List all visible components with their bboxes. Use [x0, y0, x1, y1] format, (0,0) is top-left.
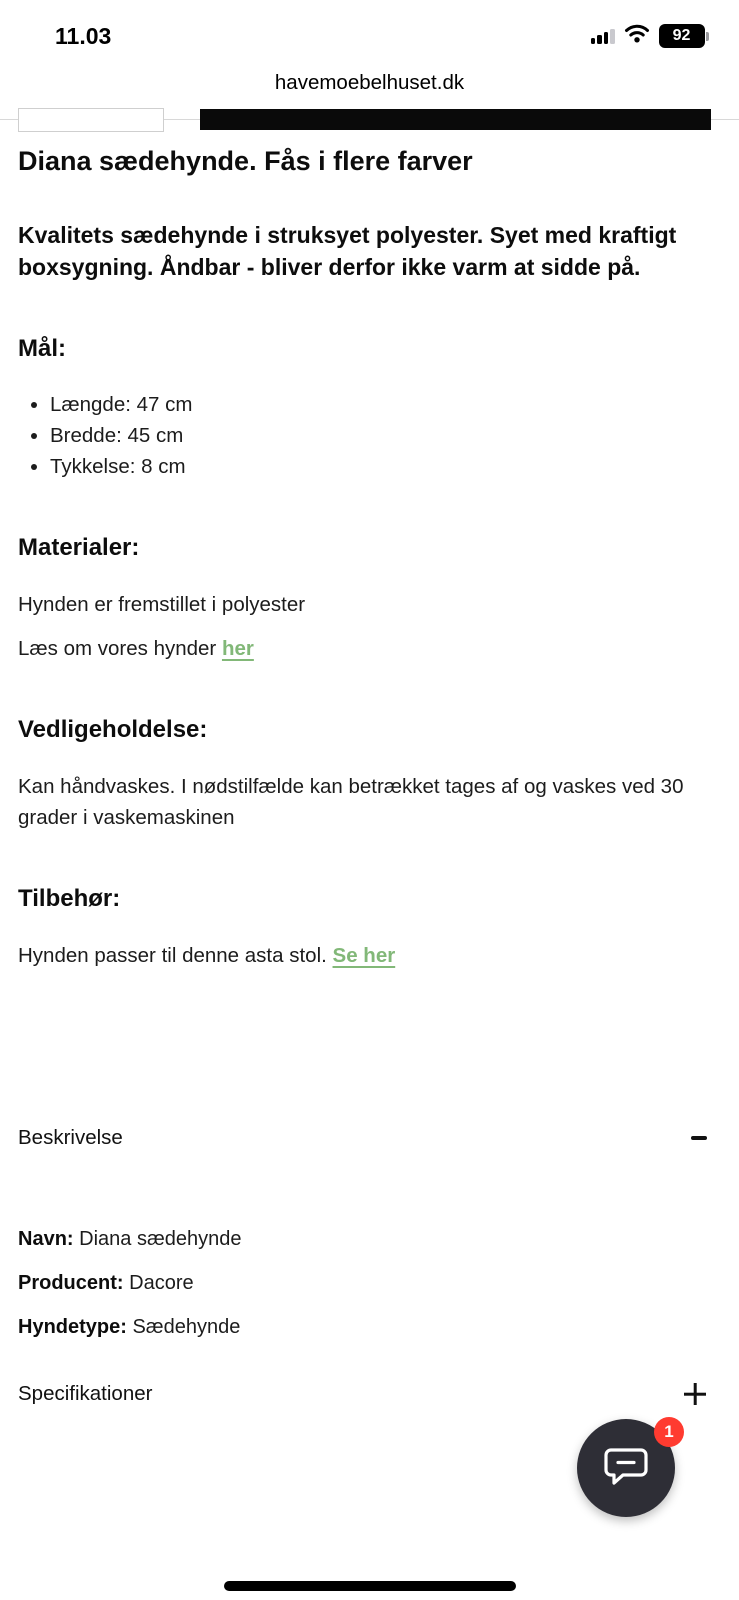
home-indicator[interactable] — [224, 1581, 516, 1591]
accordion-beskrivelse-label: Beskrivelse — [18, 1126, 123, 1149]
accessories-link-line — [18, 940, 721, 971]
materials-link-line — [18, 633, 721, 664]
detail-value: Dacore — [129, 1272, 194, 1294]
detail-row-hyndetype — [18, 1315, 721, 1339]
battery-nub — [706, 32, 709, 41]
detail-label: Producent: — [18, 1272, 124, 1294]
materials-heading: Materialer: — [18, 534, 140, 561]
status-time: 11.03 — [55, 22, 112, 49]
measurements-list — [28, 389, 721, 482]
materials-link-prefix: Læs om vores hynder — [18, 637, 222, 660]
battery-icon — [659, 24, 710, 48]
maintenance-heading: Vedligeholdelse: — [18, 716, 208, 743]
accessories-heading: Tilbehør: — [18, 885, 121, 912]
cellular-signal-icon — [591, 28, 615, 44]
url-text: havemoebelhuset.dk — [274, 71, 465, 94]
measurement-item: • Tykkelse: 8 cm — [50, 451, 721, 482]
accordion-beskrivelse[interactable] — [18, 1121, 721, 1155]
browser-url-bar[interactable] — [0, 62, 739, 104]
chat-button[interactable] — [577, 1419, 675, 1517]
status-icons — [591, 24, 710, 48]
detail-value: Diana sædehynde — [79, 1228, 242, 1250]
chat-bubble-icon — [603, 1445, 649, 1492]
detail-value: Sædehynde — [132, 1316, 241, 1338]
status-bar — [0, 0, 739, 62]
measurement-item: • Længde: 47 cm — [50, 389, 721, 420]
product-intro: Kvalitets sædehynde i struksyet polyester. Syet med kraftigt boxsygning. Åndbar - bliver derfor ikke varm at sidde på. — [18, 222, 677, 280]
materials-text: Hynden er fremstillet i polyester — [18, 593, 306, 616]
product-title: Diana sædehynde. Fås i flere farver — [18, 146, 473, 176]
collapse-minus-icon[interactable] — [691, 1136, 707, 1140]
page-top-cropped-row — [0, 108, 739, 134]
accordion-specifikationer[interactable] — [18, 1377, 721, 1411]
cropped-black-banner — [200, 109, 711, 130]
expand-plus-icon[interactable] — [683, 1382, 707, 1406]
detail-label: Hyndetype: — [18, 1316, 127, 1338]
battery-percent: 92 — [659, 24, 705, 48]
cropped-option-box[interactable] — [18, 108, 164, 132]
detail-row-navn — [18, 1227, 721, 1251]
accessories-text-prefix: Hynden passer til denne asta stol. — [18, 944, 333, 967]
accessories-se-her-link[interactable]: Se her — [332, 944, 396, 967]
measurement-item: • Bredde: 45 cm — [50, 420, 721, 451]
wifi-icon — [624, 24, 650, 48]
detail-row-producent — [18, 1271, 721, 1295]
maintenance-text: Kan håndvaskes. I nødstilfælde kan betrækket tages af og vaskes ved 30 grader i vaskemaskinen — [18, 775, 684, 829]
chat-notification-badge: 1 — [654, 1417, 684, 1447]
measurements-heading: Mål: — [18, 335, 66, 362]
product-description-content — [0, 144, 739, 1411]
accordion-specifikationer-label: Specifikationer — [18, 1382, 153, 1405]
product-details — [18, 1227, 721, 1339]
materials-her-link[interactable]: her — [221, 637, 254, 660]
detail-label: Navn: — [18, 1228, 74, 1250]
